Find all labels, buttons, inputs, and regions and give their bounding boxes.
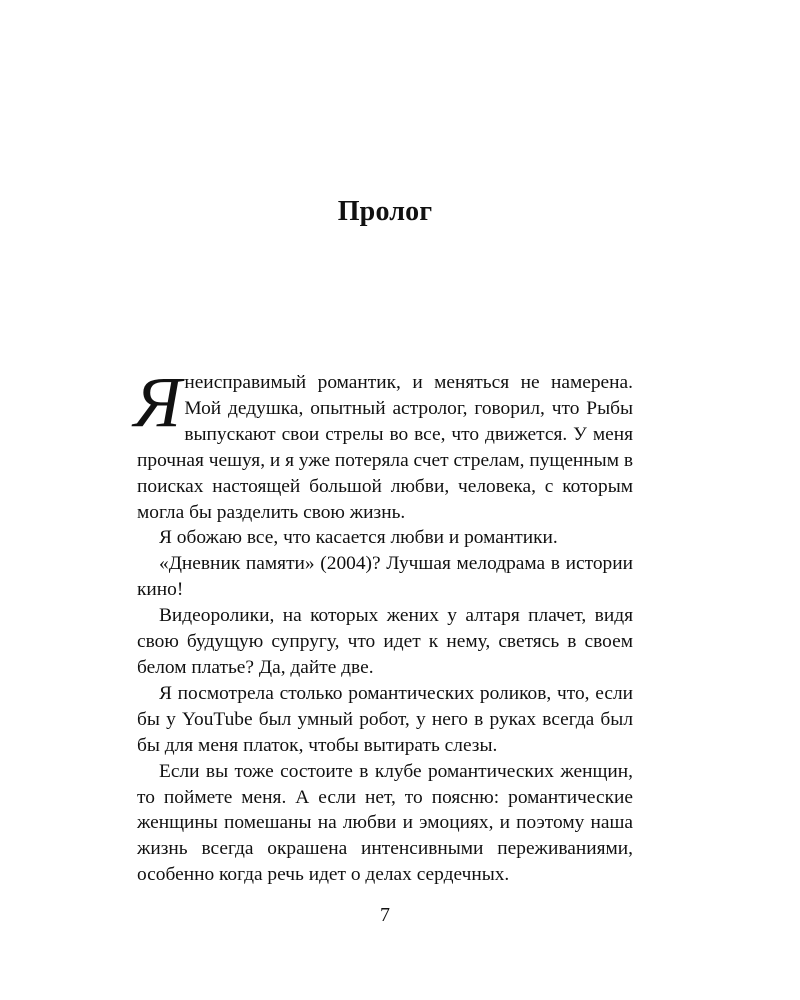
chapter-title: Пролог — [337, 196, 433, 227]
paragraph-text: неисправимый романтик, и меняться не намерена. Мой дедушка, опытный астролог, говорил, что Рыбы выпускают свои стрелы во все, что движется. У меня прочная чешуя, и я уже потеряла счет стрелам, пущенным в поисках настоящей большой любви, человека, с которым могла бы разделить свою жизнь. — [137, 372, 633, 523]
paragraph: Видеоролики, на которых жених у алтаря плачет, видя свою будущую супругу, что идет к нему, светясь в своем белом платье? Да, дайте две. — [137, 605, 633, 678]
paragraph: Если вы тоже состоите в клубе романтических женщин, то поймете меня. А если нет, то поясню: романтические женщины помешаны на любви и эмоциях, и поэтому наша жизнь всегда окрашена интенсивными переживаниями, особенно когда речь идет о делах сердечных. — [137, 760, 633, 886]
page-number: 7 — [380, 904, 390, 926]
paragraph: Я обожаю все, что касается любви и романтики. — [159, 527, 558, 549]
paragraph: «Дневник памяти» (2004)? Лучшая мелодрама в истории кино! — [137, 553, 633, 601]
paragraph — [134, 362, 633, 525]
body-text — [134, 362, 633, 888]
paragraph: Я посмотрела столько романтических роликов, что, если бы у YouTube был умный робот, у него в руках всегда был бы для меня платок, чтобы вытирать слезы. — [137, 682, 633, 756]
drop-cap: Я — [134, 362, 182, 442]
